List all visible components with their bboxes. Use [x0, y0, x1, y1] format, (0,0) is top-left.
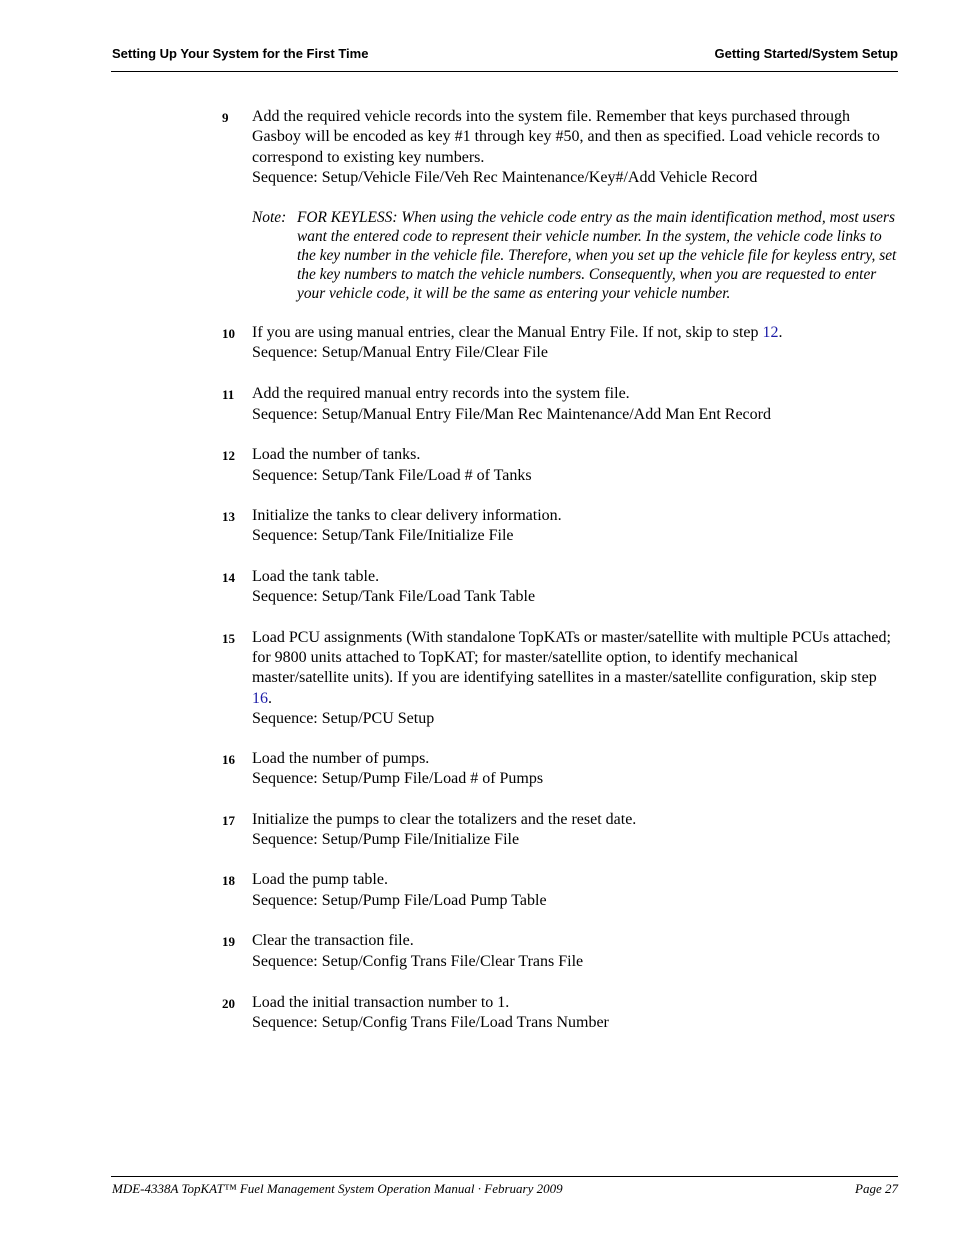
- chapter-title: Getting Started/System Setup: [714, 46, 898, 61]
- step-12-link[interactable]: 12: [762, 324, 779, 342]
- step-number: 20: [222, 995, 235, 1011]
- step-sequence: Sequence: Setup/Tank File/Initialize File: [252, 527, 514, 545]
- step-sequence: Sequence: Setup/Pump File/Load # of Pumps: [252, 770, 544, 788]
- step-17: [222, 810, 898, 851]
- step-text: Load the pump table.: [252, 871, 388, 889]
- step-number: 11: [222, 387, 235, 403]
- step-number: 16: [222, 752, 235, 768]
- step-number: 13: [222, 508, 235, 524]
- step-text: Load the number of tanks.: [252, 446, 421, 464]
- step-list: [222, 107, 898, 1033]
- step-text: Load the initial transaction number to 1.: [252, 993, 510, 1011]
- step-sequence: Sequence: Setup/Manual Entry File/Man Rec Maintenance/Add Man Ent Record: [252, 405, 771, 423]
- note-label: Note:: [252, 209, 287, 227]
- step-15: [222, 628, 898, 729]
- step-text: Initialize the tanks to clear delivery information.: [252, 506, 562, 524]
- step-number: 18: [222, 873, 235, 889]
- step-text: Clear the transaction file.: [252, 932, 414, 950]
- step-number: 12: [222, 448, 235, 464]
- step-number: 19: [222, 934, 235, 950]
- step-11: [222, 384, 898, 425]
- footer-divider: [111, 1176, 898, 1177]
- step-sequence: Sequence: Setup/PCU Setup: [252, 709, 435, 727]
- keyless-note: [252, 208, 898, 303]
- step-16-link[interactable]: 16: [252, 689, 268, 707]
- section-title: Setting Up Your System for the First Time: [112, 46, 369, 61]
- step-text: Add the required vehicle records into the system file. Remember that keys purchased through Gasboy will be encoded as key #1 through key #50, and then as specified. Load vehicle records to correspond to existing key numbers.: [252, 108, 880, 166]
- step-text: Add the required manual entry records into the system file.: [252, 385, 630, 403]
- step-sequence: Sequence: Setup/Config Trans File/Load Trans Number: [252, 1013, 609, 1031]
- step-18: [222, 870, 898, 911]
- step-sequence: Sequence: Setup/Tank File/Load # of Tanks: [252, 466, 532, 484]
- step-text-part: .: [778, 324, 783, 342]
- page-number: Page 27: [855, 1181, 898, 1196]
- step-number: 9: [222, 110, 229, 125]
- step-number: 15: [222, 630, 235, 646]
- step-sequence: Sequence: Setup/Vehicle File/Veh Rec Maintenance/Key#/Add Vehicle Record: [252, 168, 758, 186]
- step-text: Initialize the pumps to clear the totalizers and the reset date.: [252, 810, 637, 828]
- manual-title: MDE-4338A TopKAT™ Fuel Management System Operation Manual · February 2009: [112, 1181, 563, 1196]
- step-16: [222, 749, 898, 790]
- step-20: [222, 993, 898, 1034]
- step-number: 17: [222, 812, 235, 828]
- header-divider: [111, 71, 898, 72]
- step-sequence: Sequence: Setup/Pump File/Load Pump Table: [252, 891, 547, 909]
- step-sequence: Sequence: Setup/Pump File/Initialize File: [252, 831, 520, 849]
- step-10: [222, 323, 898, 364]
- step-sequence: Sequence: Setup/Manual Entry File/Clear File: [252, 344, 548, 362]
- note-text: FOR KEYLESS: When using the vehicle code entry as the main identification method, most users want the entered code to represent their vehicle number. In the system, the vehicle code links to the key number in the vehicle file. Therefore, when you set up the vehicle file for keyless entry, set the key numbers to match the vehicle numbers. Consequently, when you are requested to enter your vehicle code, it will be the same as entering your vehicle number.: [297, 209, 897, 303]
- step-12: [222, 445, 898, 486]
- step-text-part: .: [268, 689, 272, 707]
- step-19: [222, 931, 898, 972]
- step-9: [222, 107, 898, 188]
- step-text: Load the number of pumps.: [252, 750, 430, 768]
- step-sequence: Sequence: Setup/Tank File/Load Tank Table: [252, 587, 536, 605]
- step-text: [252, 323, 898, 343]
- step-text: Load the tank table.: [252, 567, 380, 585]
- step-number: 10: [222, 326, 235, 342]
- step-text-part: Load PCU assignments (With standalone TopKATs or master/satellite with multiple PCUs attached; for 9800 units attached to TopKAT; for master/satellite option, to identify mechanical master/satellite units). If you are identifying satellites in a master/satellite configuration, skip step: [252, 628, 891, 687]
- step-text: [252, 628, 898, 709]
- step-14: [222, 567, 898, 608]
- step-13: [222, 506, 898, 547]
- step-text-part: If you are using manual entries, clear the Manual Entry File. If not, skip to step: [252, 324, 763, 342]
- step-sequence: Sequence: Setup/Config Trans File/Clear Trans File: [252, 952, 584, 970]
- step-number: 14: [222, 569, 235, 585]
